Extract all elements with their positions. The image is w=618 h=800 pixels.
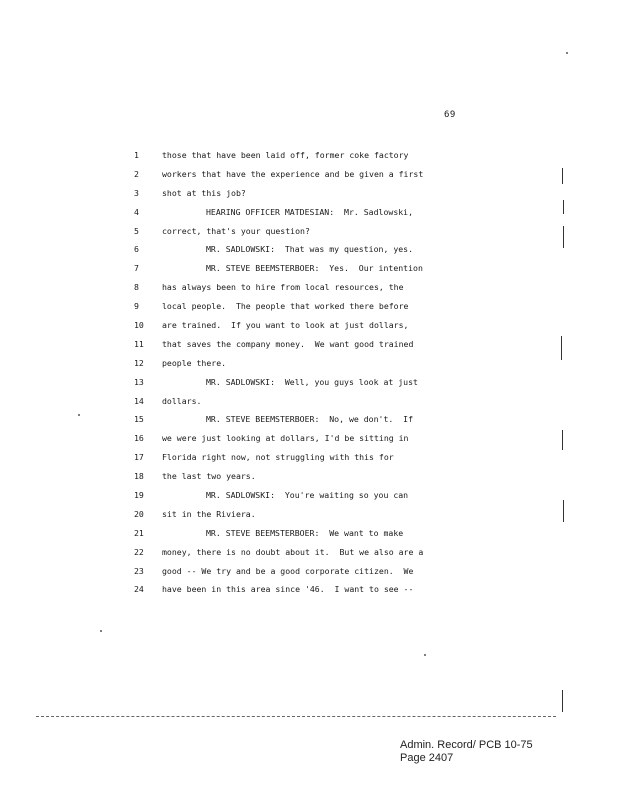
transcript-line [0, 297, 618, 316]
line-number: 21 [134, 527, 144, 538]
transcript-line [0, 373, 618, 392]
transcript-line [0, 259, 618, 278]
line-text: we were just looking at dollars, I'd be sitting in [162, 433, 409, 444]
line-number: 14 [134, 395, 144, 406]
line-text: are trained. If you want to look at just dollars, [162, 320, 409, 331]
transcript-line [0, 354, 618, 373]
line-text: MR. SADLOWSKI: Well, you guys look at just [206, 376, 418, 387]
line-text: MR. STEVE BEEMSTERBOER: We want to make [206, 527, 404, 538]
line-number: 9 [134, 301, 139, 312]
line-number: 12 [134, 357, 144, 368]
line-text: local people. The people that worked there before [162, 301, 409, 312]
line-number: 5 [134, 225, 139, 236]
line-text: shot at this job? [162, 187, 246, 198]
transcript-line [0, 467, 618, 486]
line-text: MR. STEVE BEEMSTERBOER: No, we don't. If [206, 414, 414, 425]
line-number: 23 [134, 565, 144, 576]
line-number: 4 [134, 206, 139, 217]
scan-mark [562, 430, 563, 450]
transcript-line [0, 580, 618, 599]
line-number: 24 [134, 584, 144, 595]
scan-mark [562, 690, 563, 712]
footer-rule [36, 716, 556, 717]
transcript-line [0, 335, 618, 354]
line-number: 16 [134, 433, 144, 444]
transcript-line [0, 486, 618, 505]
line-text: money, there is no doubt about it. But we also are a [162, 546, 424, 557]
line-number: 20 [134, 508, 144, 519]
line-number: 7 [134, 263, 139, 274]
transcript-line [0, 203, 618, 222]
scan-mark [561, 336, 562, 360]
scan-speck [424, 654, 426, 656]
transcript-line [0, 543, 618, 562]
line-text: workers that have the experience and be given a first [162, 168, 424, 179]
line-number: 18 [134, 471, 144, 482]
page-number: 69 [444, 110, 456, 120]
scan-speck [78, 414, 80, 416]
transcript-line [0, 240, 618, 259]
line-text: good -- We try and be a good corporate citizen. We [162, 565, 414, 576]
transcript-line [0, 146, 618, 165]
line-number: 11 [134, 338, 144, 349]
line-text: MR. SADLOWSKI: You're waiting so you can [206, 490, 409, 501]
transcript-line [0, 524, 618, 543]
scan-mark [563, 500, 564, 522]
line-number: 6 [134, 244, 139, 255]
transcript-line [0, 278, 618, 297]
line-text: dollars. [162, 395, 202, 406]
scan-speck [566, 52, 568, 54]
transcript-line [0, 184, 618, 203]
transcript-line [0, 562, 618, 581]
line-number: 8 [134, 282, 139, 293]
transcript-line [0, 165, 618, 184]
line-text: MR. SADLOWSKI: That was my question, yes. [206, 244, 414, 255]
transcript-line [0, 429, 618, 448]
line-text: HEARING OFFICER MATDESIAN: Mr. Sadlowski, [206, 206, 414, 217]
scan-mark [562, 168, 563, 184]
line-number: 17 [134, 452, 144, 463]
scan-speck [100, 630, 102, 632]
transcript-line [0, 410, 618, 429]
line-number: 2 [134, 168, 139, 179]
line-text: those that have been laid off, former coke factory [162, 150, 409, 160]
line-number: 15 [134, 414, 144, 425]
line-text: MR. STEVE BEEMSTERBOER: Yes. Our intention [206, 263, 423, 274]
scan-mark [563, 200, 564, 214]
line-text: have been in this area since '46. I want to see -- [162, 584, 414, 595]
scan-mark [563, 226, 564, 248]
transcript-line [0, 316, 618, 335]
line-number: 1 [134, 150, 139, 160]
bates-stamp-record: Admin. Record/ PCB 10-75 [400, 739, 533, 751]
line-text: sit in the Riviera. [162, 508, 256, 519]
line-text: people there. [162, 357, 227, 368]
line-number: 19 [134, 490, 144, 501]
line-text: Florida right now, not struggling with this for [162, 452, 394, 463]
line-text: has always been to hire from local resources, the [162, 282, 404, 293]
bates-stamp-page: Page 2407 [400, 752, 454, 764]
transcript-line [0, 505, 618, 524]
transcript-body [0, 146, 618, 599]
line-number: 22 [134, 546, 144, 557]
line-text: that saves the company money. We want good trained [162, 338, 414, 349]
line-text: correct, that's your question? [162, 225, 310, 236]
line-text: the last two years. [162, 471, 256, 482]
transcript-line [0, 448, 618, 467]
line-number: 3 [134, 187, 139, 198]
transcript-line [0, 222, 618, 241]
bates-stamp [400, 739, 533, 765]
line-number: 13 [134, 376, 144, 387]
line-number: 10 [134, 320, 144, 331]
transcript-line [0, 392, 618, 411]
